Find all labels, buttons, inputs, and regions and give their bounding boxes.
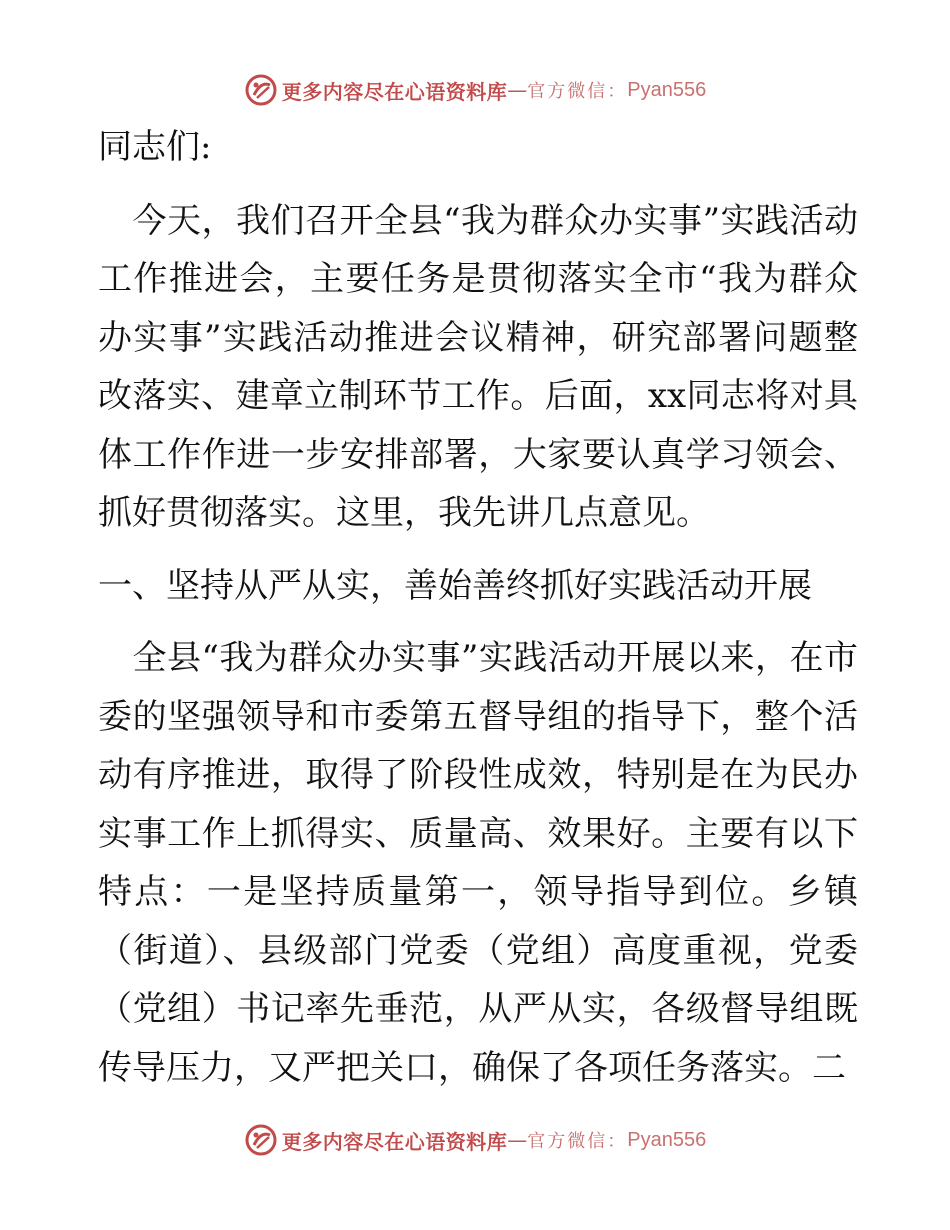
watermark-official-label: 官方微信： <box>527 81 628 102</box>
watermark-text: 更多内容尽在心语资料库 <box>281 79 508 104</box>
watermark-banner-bottom <box>0 1120 950 1160</box>
watermark-separator: — <box>507 78 528 102</box>
watermark-logo-icon <box>244 1123 278 1157</box>
watermark-account-id: Pyan556 <box>627 1128 707 1151</box>
watermark-banner-top <box>0 70 950 110</box>
section-heading-1: 一、坚持从严从实，善始善终抓好实践活动开展 <box>98 565 812 606</box>
paragraph-intro: 今天，我们召开全县“我为群众办实事”实践活动工作推进会，主要任务是贯彻落实全市“我为群众办实事”实践活动推进会议精神，研究部署问题整改落实、建章立制环节工作。后面，xx同志将对具体工作作进一步安排部署，大家要认真学习领会、抓好贯彻落实。这里，我先讲几点意见。 <box>98 200 858 533</box>
greeting: 同志们: <box>98 127 212 167</box>
watermark-text: 更多内容尽在心语资料库 <box>281 1129 508 1154</box>
watermark-separator: — <box>507 1128 528 1152</box>
watermark-logo-icon <box>244 73 278 107</box>
paragraph-section-1: 全县“我为群众办实事”实践活动开展以来，在市委的坚强领导和市委第五督导组的指导下，整个活动有序推进，取得了阶段性成效，特别是在为民办实事工作上抓得实、质量高、效果好。主要有以下特点：一是坚持质量第一，领导指导到位。乡镇（街道）、县级部门党委（党组）高度重视，党委（党组）书记率先垂范，从严从实，各级督导组既传导压力，又严把关口，确保了各项任务落实。二 <box>98 638 858 1088</box>
watermark-account-id: Pyan556 <box>627 78 707 101</box>
watermark-official-label: 官方微信： <box>527 1131 628 1152</box>
document-body <box>98 118 858 1097</box>
